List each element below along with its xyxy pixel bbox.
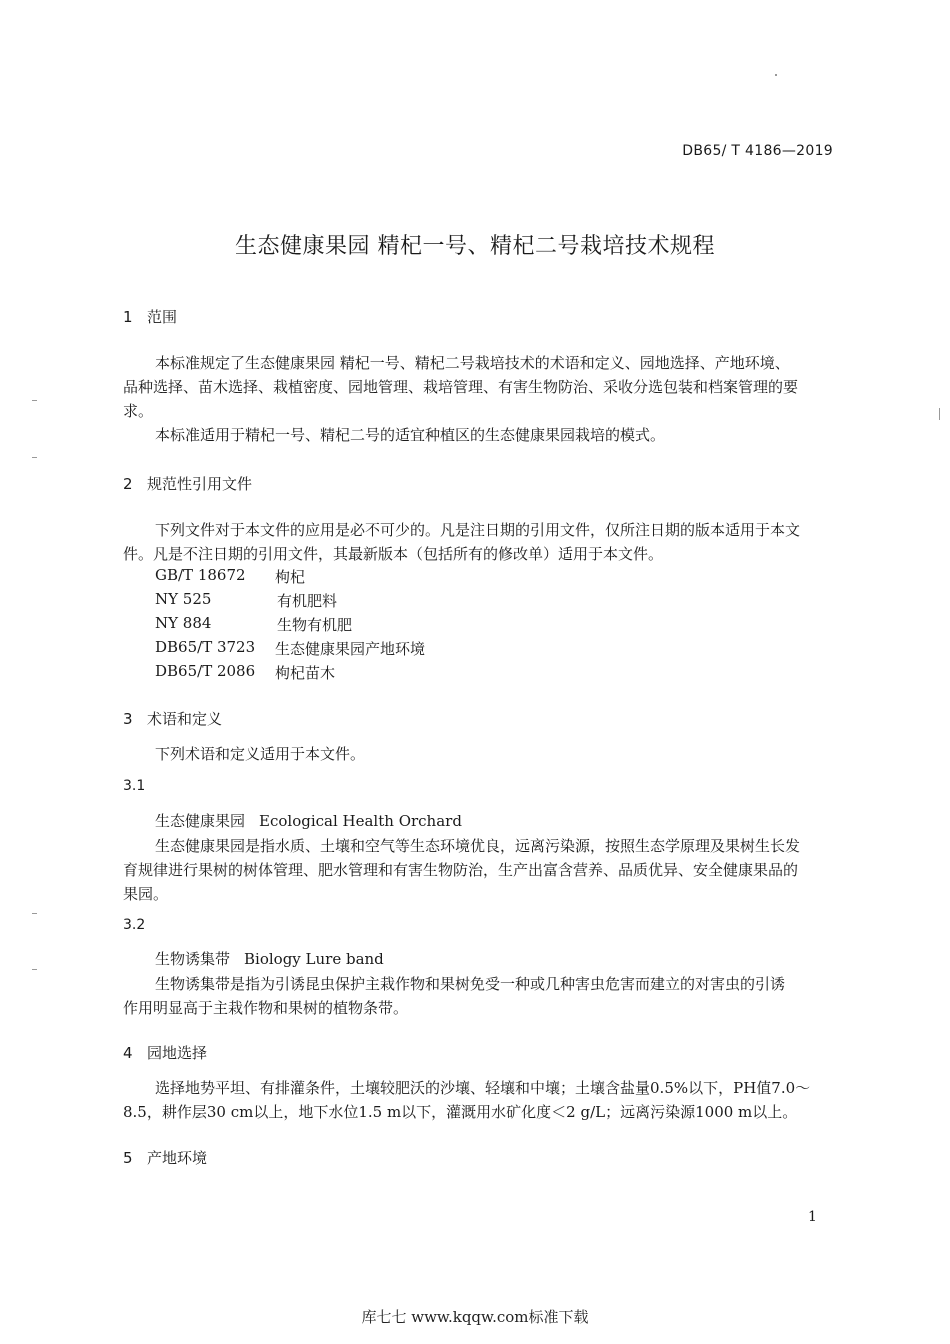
paragraph-line: 求。 xyxy=(123,402,154,420)
term-en: Biology Lure band xyxy=(244,950,384,968)
section-2-heading xyxy=(123,473,252,494)
section-number: 2 xyxy=(123,475,133,493)
section-title: 园地选择 xyxy=(147,1044,208,1062)
reference-code: NY 525 xyxy=(155,590,212,608)
paragraph-line: 生态健康果园是指水质、土壤和空气等生态环境优良，远离污染源，按照生态学原理及果树生长发 xyxy=(155,837,801,855)
reference-code: NY 884 xyxy=(155,614,212,632)
term-zh: 生态健康果园 xyxy=(155,812,246,830)
watermark-footer: 库七七 www.kqqw.com标准下载 xyxy=(361,1308,589,1326)
reference-title: 枸杞苗木 xyxy=(275,664,336,682)
paragraph-line: 育规律进行果树的树体管理、肥水管理和有害生物防治，生产出富含营养、品质优异、安全健康果品的 xyxy=(123,861,799,879)
term-zh: 生物诱集带 xyxy=(155,950,231,968)
paragraph-line: 选择地势平坦、有排灌条件，土壤较肥沃的沙壤、轻壤和中壤；土壤含盐量0.5%以下，PH值7.0～ xyxy=(155,1079,811,1097)
scan-speck xyxy=(775,74,777,76)
term-en: Ecological Health Orchard xyxy=(259,812,462,830)
scan-mark xyxy=(32,457,37,458)
section-number: 5 xyxy=(123,1149,133,1167)
reference-code: GB/T 18672 xyxy=(155,566,246,584)
scan-mark xyxy=(32,913,37,914)
paragraph-line: 本标准规定了生态健康果园 精杞一号、精杞二号栽培技术的术语和定义、园地选择、产地环境、 xyxy=(155,354,790,372)
section-title: 术语和定义 xyxy=(147,710,223,728)
paragraph-line: 件。凡是不注日期的引用文件，其最新版本（包括所有的修改单）适用于本文件。 xyxy=(123,545,664,563)
section-3-heading xyxy=(123,708,222,729)
term-number: 3.2 xyxy=(123,917,146,933)
paragraph-line: 品种选择、苗木选择、栽植密度、园地管理、栽培管理、有害生物防治、采收分选包装和档案管理的要 xyxy=(123,378,799,396)
paragraph-line: 作用明显高于主栽作物和果树的植物条带。 xyxy=(123,999,409,1017)
paragraph-line: 下列术语和定义适用于本文件。 xyxy=(155,745,366,763)
paragraph-line: 本标准适用于精杞一号、精杞二号的适宜种植区的生态健康果园栽培的模式。 xyxy=(155,426,666,444)
section-title: 规范性引用文件 xyxy=(147,475,253,493)
term-number: 3.1 xyxy=(123,778,146,794)
paragraph-line: 下列文件对于本文件的应用是必不可少的。凡是注日期的引用文件，仅所注日期的版本适用于本文 xyxy=(155,521,801,539)
section-number: 1 xyxy=(123,308,133,326)
reference-code: DB65/T 2086 xyxy=(155,662,256,680)
reference-code: DB65/T 3723 xyxy=(155,638,256,656)
paragraph-line: 生物诱集带是指为引诱昆虫保护主栽作物和果树免受一种或几种害虫危害而建立的对害虫的引诱 xyxy=(155,975,786,993)
section-1-heading xyxy=(123,306,177,327)
term-heading xyxy=(155,810,462,831)
section-number: 3 xyxy=(123,710,133,728)
paragraph-line: 8.5，耕作层30 cm以上，地下水位1.5 m以下，灌溉用水矿化度＜2 g/L；远离污染源1000 m以上。 xyxy=(123,1103,798,1121)
paragraph-line: 果园。 xyxy=(123,885,169,903)
term-heading xyxy=(155,948,384,969)
reference-title: 生物有机肥 xyxy=(277,616,353,634)
reference-title: 生态健康果园产地环境 xyxy=(275,640,426,658)
reference-title: 有机肥料 xyxy=(277,592,338,610)
document-title: 生态健康果园 精杞一号、精杞二号栽培技术规程 xyxy=(235,234,715,259)
section-number: 4 xyxy=(123,1044,133,1062)
section-title: 产地环境 xyxy=(147,1149,208,1167)
standard-code: DB65/ T 4186—2019 xyxy=(682,143,833,159)
page-number: 1 xyxy=(808,1209,817,1225)
scan-mark xyxy=(32,400,37,401)
scan-mark xyxy=(939,408,940,420)
scan-mark xyxy=(32,969,37,970)
section-title: 范围 xyxy=(147,308,178,326)
section-4-heading xyxy=(123,1042,207,1063)
section-5-heading xyxy=(123,1147,207,1168)
reference-title: 枸杞 xyxy=(275,568,306,586)
